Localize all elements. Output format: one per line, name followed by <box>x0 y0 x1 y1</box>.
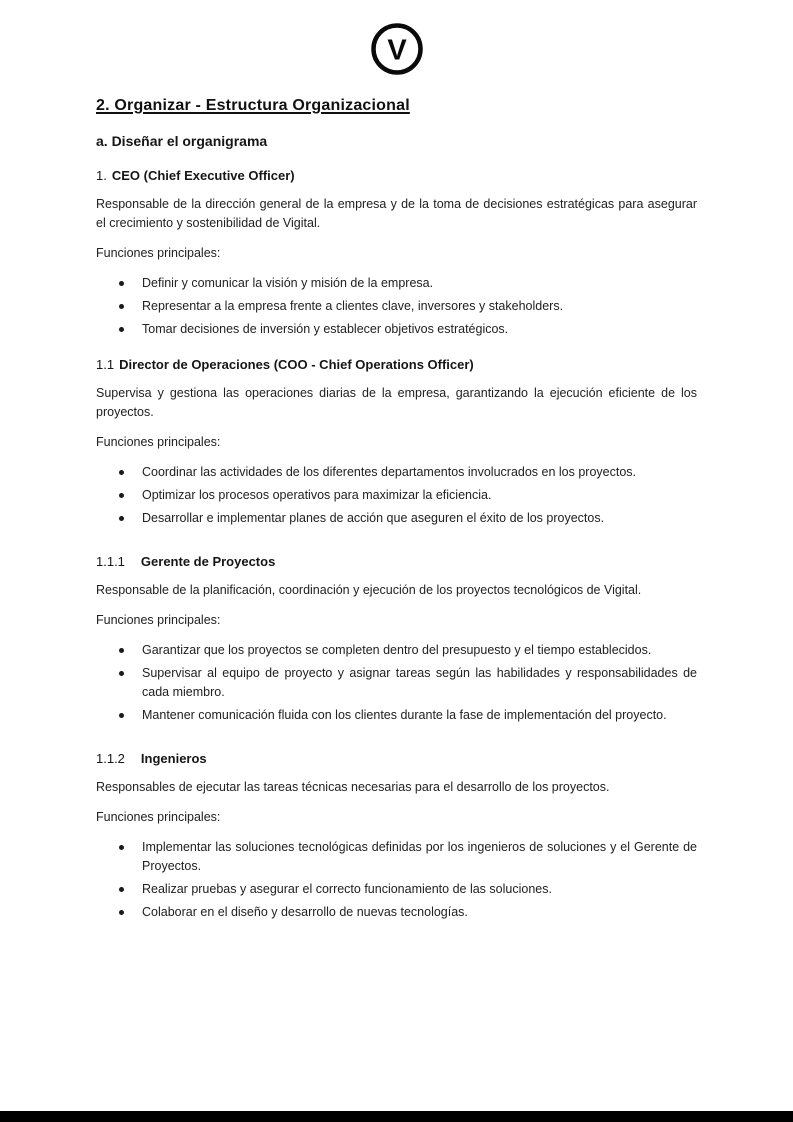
section-title: Ingenieros <box>140 751 207 766</box>
functions-label: Funciones principales: <box>96 435 221 449</box>
functions-label: Funciones principales: <box>96 810 221 824</box>
section-description: Responsable de la dirección general de la empresa y de la toma de decisiones estratégicas para asegurar el crecimiento y sostenibilidad de Vigital. <box>96 197 697 230</box>
doc-title: 2. Organizar - Estructura Organizacional <box>96 97 410 114</box>
section-heading <box>96 750 697 767</box>
vigital-logo-icon <box>369 21 425 77</box>
section-description: Supervisa y gestiona las operaciones diarias de la empresa, garantizando la ejecución eficiente de los proyectos. <box>96 386 697 419</box>
logo-letter: V <box>386 34 407 67</box>
bullet-item: Mantener comunicación fluida con los clientes durante la fase de implementación del proyecto. <box>142 706 697 725</box>
section-description: Responsable de la planificación, coordinación y ejecución de los proyectos tecnológicos de Vigital. <box>96 583 642 597</box>
section-coo <box>96 356 697 528</box>
bullet-item: Realizar pruebas y asegurar el correcto funcionamiento de las soluciones. <box>142 880 697 899</box>
section-gerente-proyectos <box>96 553 697 725</box>
bullet-item: Coordinar las actividades de los diferentes departamentos involucrados en los proyectos. <box>142 463 697 482</box>
functions-label: Funciones principales: <box>96 246 221 260</box>
document-content <box>96 96 697 922</box>
section-number: 1.1.1 <box>96 554 125 569</box>
doc-subtitle: a. Diseñar el organigrama <box>96 133 268 149</box>
bullet-item: Representar a la empresa frente a clientes clave, inversores y stakeholders. <box>142 297 697 316</box>
bullet-item: Garantizar que los proyectos se completen dentro del presupuesto y el tiempo establecidos. <box>142 641 697 660</box>
section-heading <box>96 167 697 184</box>
bullet-list <box>96 274 697 339</box>
bullet-list <box>96 641 697 725</box>
section-number: 1.1.2 <box>96 751 125 766</box>
section-title: Director de Operaciones (COO - Chief Operations Officer) <box>119 357 474 372</box>
section-heading <box>96 356 697 373</box>
section-number: 1.1 <box>96 357 115 372</box>
footer-bar <box>0 1111 793 1122</box>
section-number: 1. <box>96 168 107 183</box>
bullet-list <box>96 463 697 528</box>
bullet-item: Definir y comunicar la visión y misión de la empresa. <box>142 274 697 293</box>
section-title: CEO (Chief Executive Officer) <box>111 168 295 183</box>
functions-label: Funciones principales: <box>96 613 221 627</box>
logo-container <box>0 0 793 77</box>
section-heading <box>96 553 697 570</box>
bullet-item: Tomar decisiones de inversión y establecer objetivos estratégicos. <box>142 320 697 339</box>
section-ceo <box>96 167 697 339</box>
section-ingenieros <box>96 750 697 922</box>
section-title: Gerente de Proyectos <box>140 554 276 569</box>
bullet-item: Optimizar los procesos operativos para maximizar la eficiencia. <box>142 486 697 505</box>
bullet-list <box>96 838 697 922</box>
bullet-item: Implementar las soluciones tecnológicas definidas por los ingenieros de soluciones y el Gerente de Proyectos. <box>142 838 697 876</box>
section-description: Responsables de ejecutar las tareas técnicas necesarias para el desarrollo de los proyectos. <box>96 780 610 794</box>
bullet-item: Supervisar al equipo de proyecto y asignar tareas según las habilidades y responsabilidades de cada miembro. <box>142 664 697 702</box>
bullet-item: Colaborar en el diseño y desarrollo de nuevas tecnologías. <box>142 903 697 922</box>
bullet-item: Desarrollar e implementar planes de acción que aseguren el éxito de los proyectos. <box>142 509 697 528</box>
